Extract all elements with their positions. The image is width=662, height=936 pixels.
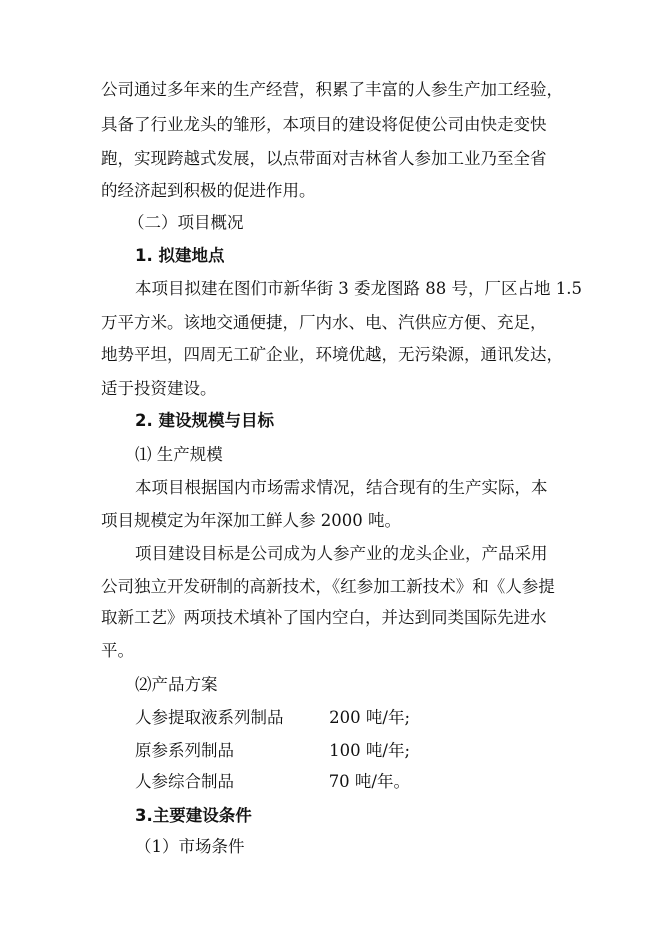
paragraph-line: 跑，实现跨越式发展，以点带面对吉林省人参加工业乃至全省 (101, 149, 547, 168)
paragraph-line: 万平方米。该地交通便捷，厂内水、电、汽供应方便、充足， (101, 313, 547, 332)
paragraph-line: 项目规模定为年深加工鲜人参 2000 吨。 (101, 511, 401, 530)
section-heading: （二）项目概况 (128, 213, 244, 232)
paragraph-line: 的经济起到积极的促进作用。 (101, 181, 316, 200)
paragraph-line: 项目建设目标是公司成为人参产业的龙头企业，产品采用 (135, 544, 548, 563)
paragraph-line: 地势平坦，四周无工矿企业，环境优越，无污染源，通讯发达， (101, 345, 563, 364)
sub-heading-product-plan: ⑵产品方案 (135, 675, 218, 694)
product-name: 原参系列制品 (135, 741, 234, 760)
sub-heading-production-scale: ⑴ 生产规模 (135, 445, 223, 464)
paragraph-line: 本项目根据国内市场需求情况，结合现有的生产实际，本 (135, 478, 548, 497)
product-quantity: 70 吨/年。 (328, 772, 410, 791)
sub-heading-market-conditions: （1）市场条件 (135, 837, 245, 856)
subsection-heading-scale: 2. 建设规模与目标 (135, 411, 274, 430)
paragraph-line: 具备了行业龙头的雏形，本项目的建设将促使公司由快走变快 (101, 115, 547, 134)
paragraph-line: 本项目拟建在图们市新华街 3 委龙图路 88 号，厂区占地 1.5 (135, 279, 582, 298)
product-name: 人参综合制品 (135, 772, 234, 791)
paragraph-line: 公司通过多年来的生产经营，积累了丰富的人参生产加工经验， (101, 80, 563, 99)
subsection-heading-conditions: 3.主要建设条件 (135, 806, 252, 825)
paragraph-line: 公司独立开发研制的高新技术，《红参加工新技术》和《人参提 (101, 577, 555, 596)
product-quantity: 100 吨/年; (329, 741, 410, 760)
product-quantity: 200 吨/年; (329, 708, 410, 727)
paragraph-line: 适于投资建设。 (101, 379, 217, 398)
paragraph-line: 平。 (101, 641, 134, 660)
paragraph-line: 取新工艺》两项技术填补了国内空白，并达到同类国际先进水 (101, 608, 547, 627)
product-name: 人参提取液系列制品 (135, 708, 284, 727)
subsection-heading-location: 1. 拟建地点 (135, 246, 225, 265)
